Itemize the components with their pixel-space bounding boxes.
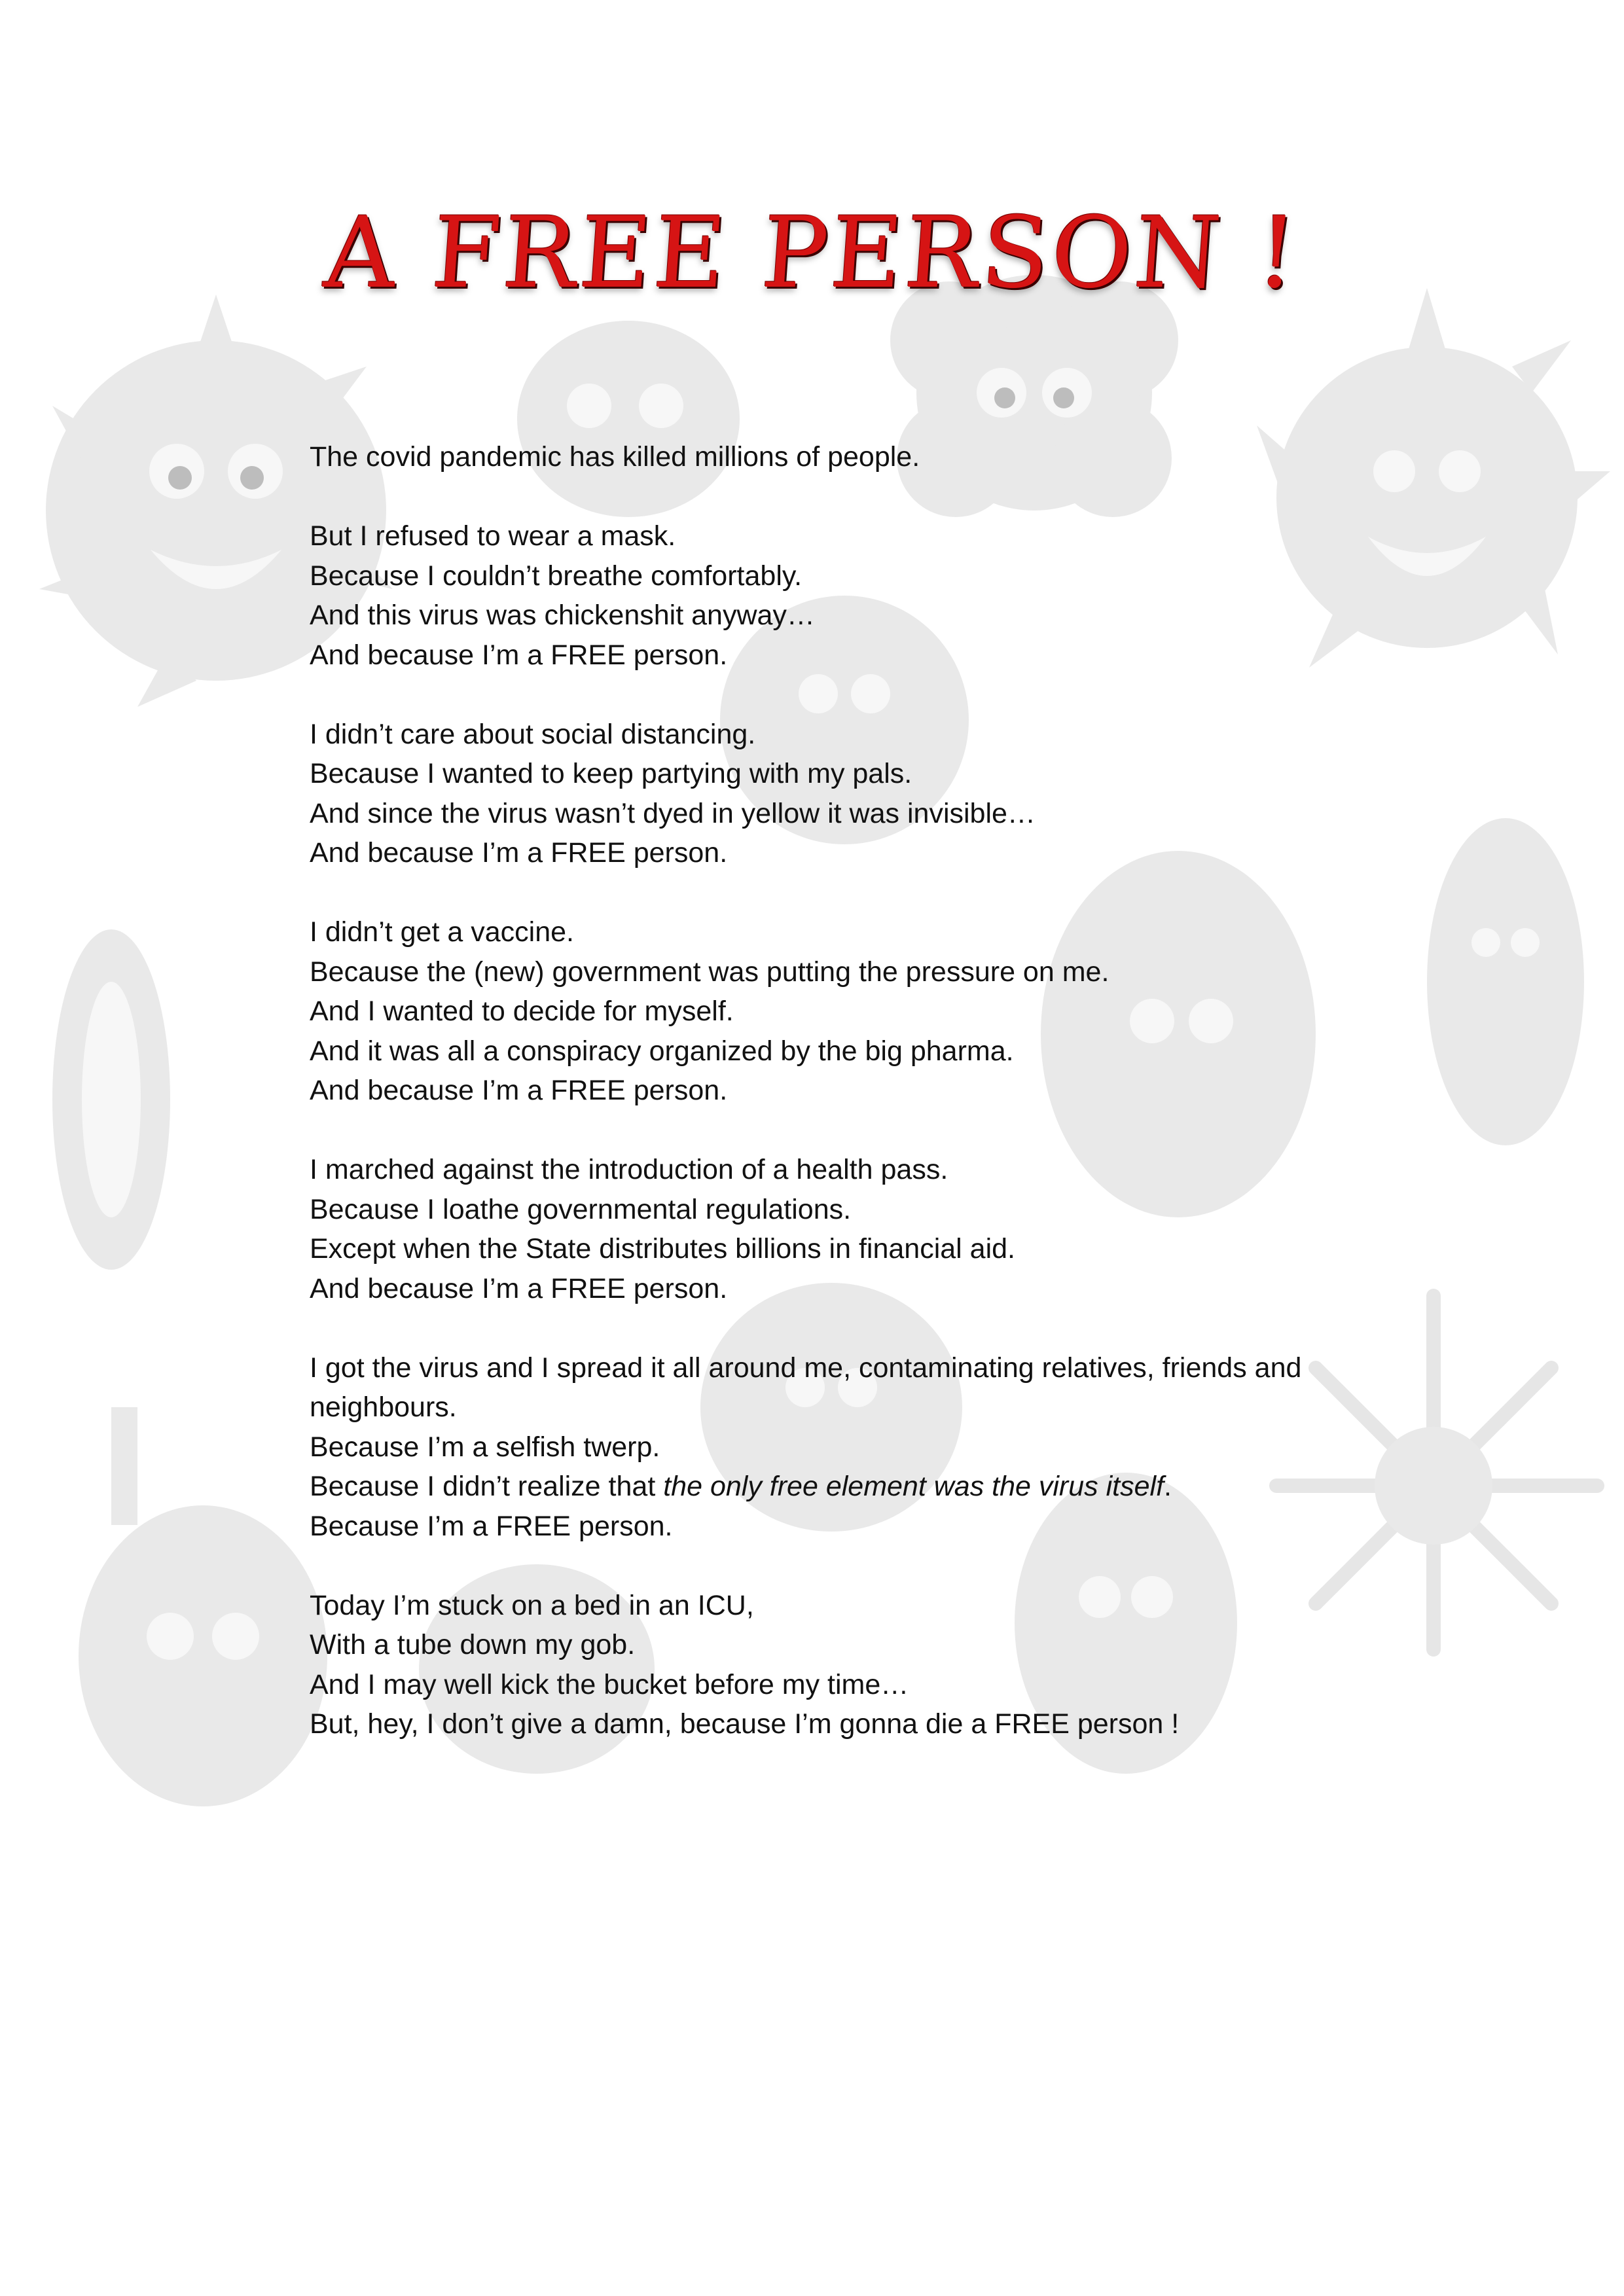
poem-line: And I wanted to decide for myself. [310,996,734,1027]
poem-line: I didn’t get a vaccine. [310,916,574,948]
poem-line: Because the (new) government was putting the pressure on me. [310,956,1110,988]
poem-line: But, hey, I don’t give a damn, because I’m gonna die a FREE person ! [310,1708,1180,1740]
poem-line: With a tube down my gob. [310,1629,636,1660]
poem-line: Because I loathe governmental regulations. [310,1193,852,1225]
stanza-icu [310,1586,1331,1744]
poem-line: And this virus was chickenshit anyway… [310,600,815,631]
italic-phrase: the only free element was the virus itself [663,1471,1164,1502]
poem-line: Because I couldn’t breathe comfortably. [310,560,803,592]
poem-line: I marched against the introduction of a health pass. [310,1154,948,1185]
poem-line: The covid pandemic has killed millions of people. [310,441,920,473]
poem-line: And since the virus wasn’t dyed in yellow it was invisible… [310,797,1036,829]
stanza-distancing [310,715,1331,873]
poem-line: Because I wanted to keep partying with my pals. [310,758,912,789]
poem-line: I didn’t care about social distancing. [310,718,756,750]
poem-line: And I may well kick the bucket before my time… [310,1668,909,1700]
poem-body [310,437,1331,1784]
page-title: A FREE PERSON ! [321,196,1303,310]
stanza-health-pass [310,1150,1331,1308]
cartoon-virus-icon [52,929,170,1270]
poem-line [310,1467,1331,1507]
poem-line: And because I’m a FREE person. [310,1075,728,1106]
stanza-masks [310,516,1331,675]
poem-line: And because I’m a FREE person. [310,639,728,671]
poem-line: And it was all a conspiracy organized by the big pharma. [310,1035,1014,1067]
stanza-intro [310,437,1331,477]
poem-line: And because I’m a FREE person. [310,1272,728,1304]
poem-line: Today I’m stuck on a bed in an ICU, [310,1589,754,1621]
cartoon-virus-icon [79,1407,327,1806]
poem-line: Except when the State distributes billions in financial aid. [310,1233,1016,1265]
stanza-spread [310,1348,1331,1547]
stanza-vaccine [310,912,1331,1111]
poem-line: I got the virus and I spread it all around me, contaminating relatives, friends and neighbours. [310,1352,1302,1423]
poem-line: And because I’m a FREE person. [310,837,728,869]
cartoon-virus-icon [1427,818,1584,1145]
poem-line: But I refused to wear a mask. [310,520,676,552]
poem-line: Because I’m a FREE person. [310,1510,673,1542]
poem-line-text: Because I didn’t realize that [310,1471,664,1502]
poem-line: Because I’m a selfish twerp. [310,1431,660,1463]
poem-line-text: . [1164,1471,1172,1502]
